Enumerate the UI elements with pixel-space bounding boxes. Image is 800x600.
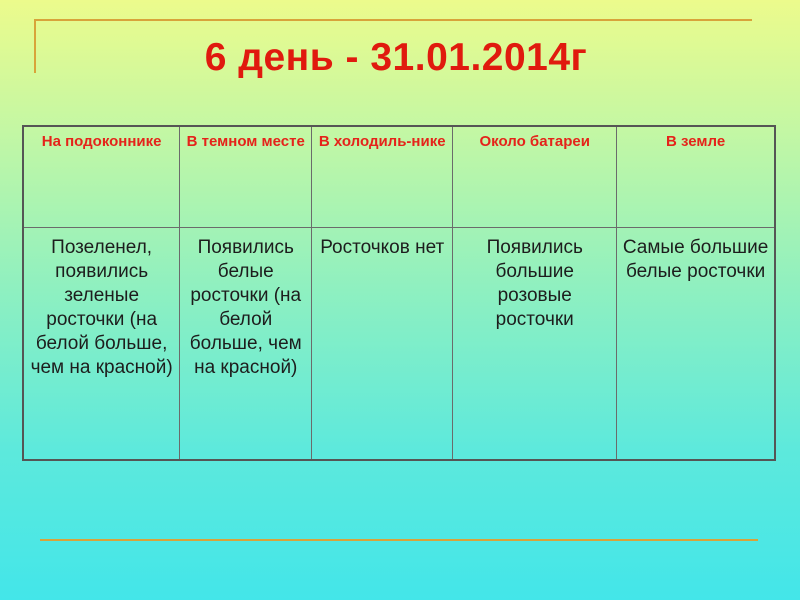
slide-title: [0, 36, 800, 80]
top-decorative-rule: [34, 19, 752, 21]
cell-near-radiator: Появились большие розовые росточки: [453, 228, 617, 461]
cell-fridge: Росточков нет: [312, 228, 453, 461]
bottom-decorative-rule: [40, 539, 758, 541]
header-dark-place: В темном месте: [180, 126, 312, 228]
header-near-radiator: Около батареи: [453, 126, 617, 228]
table-row: [23, 228, 775, 461]
cell-dark-place: Появились белые росточки (на белой больше, чем на красной): [180, 228, 312, 461]
header-fridge: В холодиль-нике: [312, 126, 453, 228]
cell-in-soil: Самые большие белые росточки: [617, 228, 775, 461]
header-in-soil: В земле: [617, 126, 775, 228]
cell-windowsill: Позеленел, появились зеленые росточки (на белой больше, чем на красной): [23, 228, 180, 461]
slide-title-text: 6 день - 31.01.2014г: [204, 36, 588, 79]
table-header-row: [23, 126, 775, 228]
observation-table: [22, 125, 776, 461]
header-windowsill: На подоконнике: [23, 126, 180, 228]
